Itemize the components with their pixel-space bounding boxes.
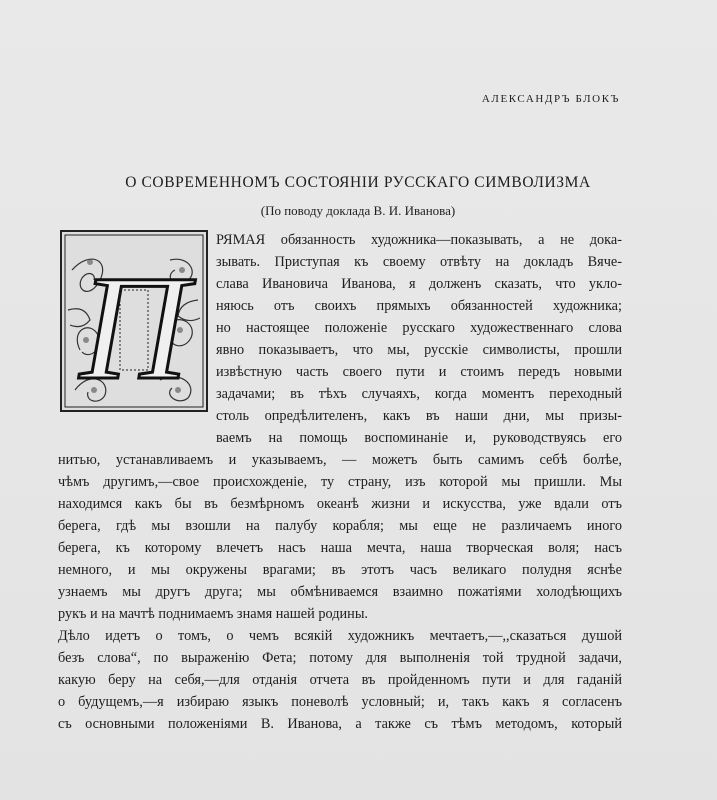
text-line: но настоящее положеніе русскаго художественнаго слова [216, 320, 622, 336]
text-line: находимся какъ бы въ безмѣрномъ океанѣ жизни и искусства, уже вдали отъ [58, 496, 622, 512]
text-line: зывать. Приступая къ своему отвѣту на докладъ Вяче- [216, 254, 622, 270]
text-line: съ основными положеніями В. Иванова, а также съ тѣмъ методомъ, который [58, 716, 622, 732]
text-line: узнаемъ мы другъ друга; мы обмѣниваемся взаимно пожатіями холодѣющихъ [58, 584, 622, 600]
text-line: слава Ивановича Иванова, я долженъ сказать, что укло- [216, 276, 622, 292]
text-line: задачами; въ тѣхъ случаяхъ, когда моментъ переходный [216, 386, 622, 402]
text-line: РЯМАЯ обязанность художника—показывать, а не дока- [216, 232, 622, 248]
text-line: няюсь отъ своихъ прямыхъ обязанностей художника; [216, 298, 622, 314]
text-line: рукъ и на мачтѣ поднимаемъ знамя нашей родины. [58, 606, 368, 622]
text-line: какую беру на себя,—для отданія отчета въ пройденномъ пути и для гаданій [58, 672, 622, 688]
article-title: О СОВРЕМЕННОМЪ СОСТОЯНІИ РУССКАГО СИМВОЛИЗМА [125, 174, 591, 191]
text-line: о будущемъ,—я избираю языкъ поневолѣ условный; и, такъ какъ я согласенъ [58, 694, 622, 710]
text-line: немного, и мы окружены врагами; въ этотъ часъ великаго полудня яснѣе [58, 562, 622, 578]
text-line: нитью, устанавливаемъ и указываемъ, — можетъ быть самимъ себѣ болѣе, [58, 452, 622, 468]
drop-cap-initial [60, 230, 208, 412]
text-line: чѣмъ другимъ,—свое происхожденіе, ту страну, изъ которой мы пришли. Мы [58, 474, 622, 490]
text-line: ваемъ на помощь воспоминаніе и, руководствуясь его [216, 430, 622, 446]
text-line: извѣстную часть своего пути и стоимъ передъ новыми [216, 364, 622, 380]
text-line: явно показываетъ, что мы, русскіе символисты, прошли [216, 342, 622, 358]
text-line: берега, къ которому влечетъ насъ наша мечта, наша творческая воля; насъ [58, 540, 622, 556]
running-head: АЛЕКСАНДРЪ БЛОКЪ [481, 93, 620, 105]
text-line: берега, гдѣ мы взошли на палубу корабля; мы еще не различаемъ иного [58, 518, 622, 534]
text-line: безъ слова“, по выраженію Фета; потому для выполненія той трудной задачи, [58, 650, 622, 666]
initial-letter-glyph: П [79, 245, 189, 411]
text-line: Дѣло идетъ о томъ, о чемъ всякій художникъ мечтаетъ,—,,сказаться душой [58, 628, 622, 644]
article-subtitle: (По поводу доклада В. И. Иванова) [260, 203, 456, 218]
text-line: столь опредѣлителенъ, какъ въ наши дни, мы призы- [216, 408, 622, 424]
